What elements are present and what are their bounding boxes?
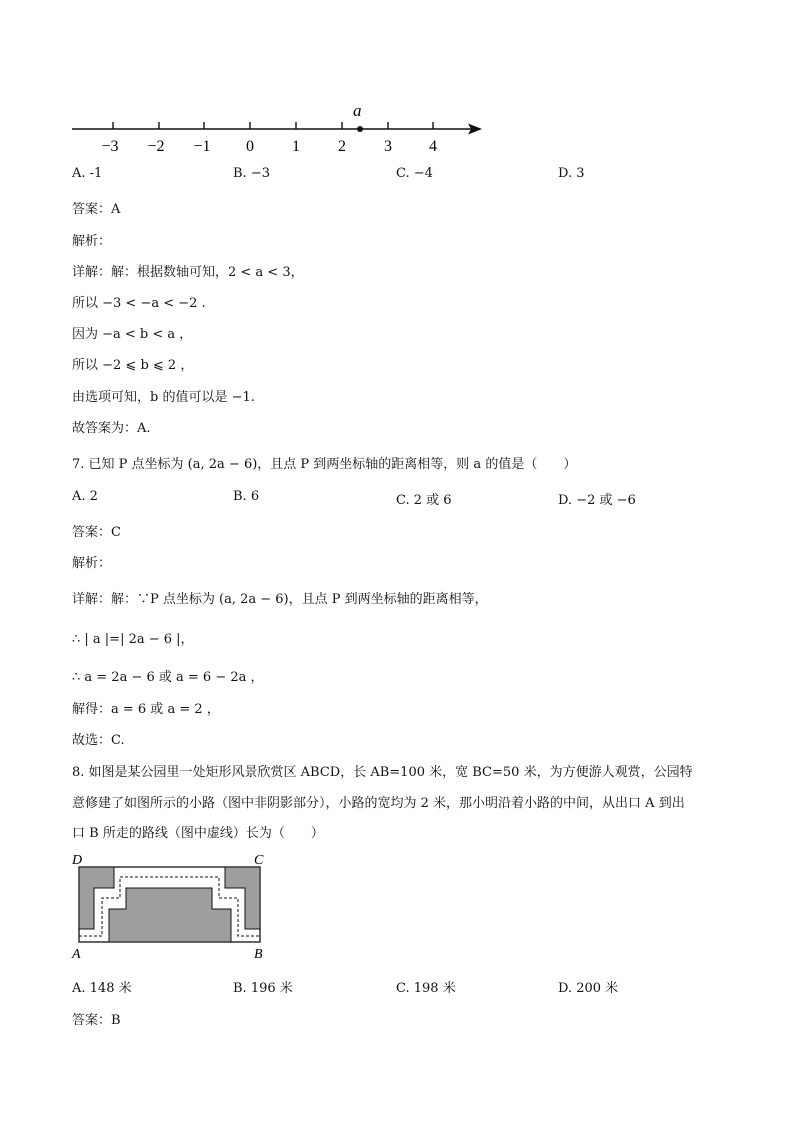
q6-answer: 答案：A [72, 202, 121, 217]
q8-option-a: A. 148 米 [72, 981, 132, 996]
q7-solution-line: 故选：C. [72, 733, 125, 748]
q7-solution-line: ∴ a = 2a − 6 或 a = 6 − 2a ， [72, 670, 264, 685]
tick-label: 4 [429, 138, 437, 155]
q6-option-a: A. -1 [72, 166, 103, 181]
q6-solution-line: 所以 −2 ⩽ b ⩽ 2 ， [72, 358, 194, 373]
number-line-ticks [113, 122, 433, 129]
tick-label: 1 [292, 138, 300, 155]
q7-solution-line: 详解：解：∵P 点坐标为 (a, 2a − 6)，且点 P 到两坐标轴的距离相等， [72, 592, 488, 607]
q7-option-c: C. 2 或 6 [396, 493, 452, 508]
q7-option-a: A. 2 [72, 489, 98, 504]
q6-option-d: D. 3 [558, 166, 585, 181]
tick-label: 3 [384, 138, 392, 155]
tick-label: −1 [193, 138, 211, 155]
q6-option-c: C. −4 [396, 166, 433, 181]
point-a-label: a [353, 101, 362, 120]
q7-answer: 答案：C [72, 525, 121, 540]
figure-label-d: D [72, 853, 83, 868]
q6-solution-line: 故答案为：A. [72, 421, 151, 436]
q6-solution-line: 详解：解：根据数轴可知，2 < a < 3， [72, 265, 304, 280]
q8-option-c: C. 198 米 [396, 981, 456, 996]
q8-option-b: B. 196 米 [233, 981, 293, 996]
figure-label-b: B [254, 947, 263, 962]
figure-label-a: A [72, 947, 81, 962]
tick-label: −2 [147, 138, 165, 155]
figure-label-c: C [254, 853, 264, 868]
q6-option-b: B. −3 [233, 166, 270, 181]
park-path-figure [66, 848, 276, 963]
q7-analysis-label: 解析： [72, 556, 112, 571]
q8-answer: 答案：B [72, 1013, 121, 1028]
q6-analysis-label: 解析： [72, 234, 112, 249]
q8-stem-line: 8. 如图是某公园里一处矩形风景欣赏区 ABCD，长 AB=100 米，宽 BC=50 米，为方便游人观赏，公园特 [72, 765, 693, 780]
q6-solution-line: 所以 −3 < −a < −2 . [72, 296, 206, 311]
number-line-figure [66, 96, 491, 158]
q8-stem-line: 口 B 所走的路线（图中虚线）长为（ ） [72, 826, 324, 841]
q7-stem: 7. 已知 P 点坐标为 (a, 2a − 6)，且点 P 到两坐标轴的距离相等，则 a 的值是（ ） [72, 457, 577, 472]
point-a-dot [357, 126, 363, 132]
q7-option-b: B. 6 [233, 489, 260, 504]
q7-solution-line: ∴ | a |=| 2a − 6 |， [72, 632, 194, 647]
q7-solution-line: 解得：a = 6 或 a = 2 ， [72, 702, 220, 717]
q6-solution-line: 由选项可知，b 的值可以是 −1. [72, 390, 255, 405]
q6-solution-line: 因为 −a < b < a ， [72, 327, 193, 342]
q7-option-d: D. −2 或 −6 [558, 493, 636, 508]
tick-label: −3 [101, 138, 119, 155]
q8-stem-line: 意修建了如图所示的小路（图中非阴影部分），小路的宽均为 2 米，那小明沿着小路的中间，从出口 A 到出 [72, 796, 685, 811]
q8-option-d: D. 200 米 [558, 981, 619, 996]
tick-label: 2 [338, 138, 346, 155]
tick-label: 0 [246, 138, 254, 155]
